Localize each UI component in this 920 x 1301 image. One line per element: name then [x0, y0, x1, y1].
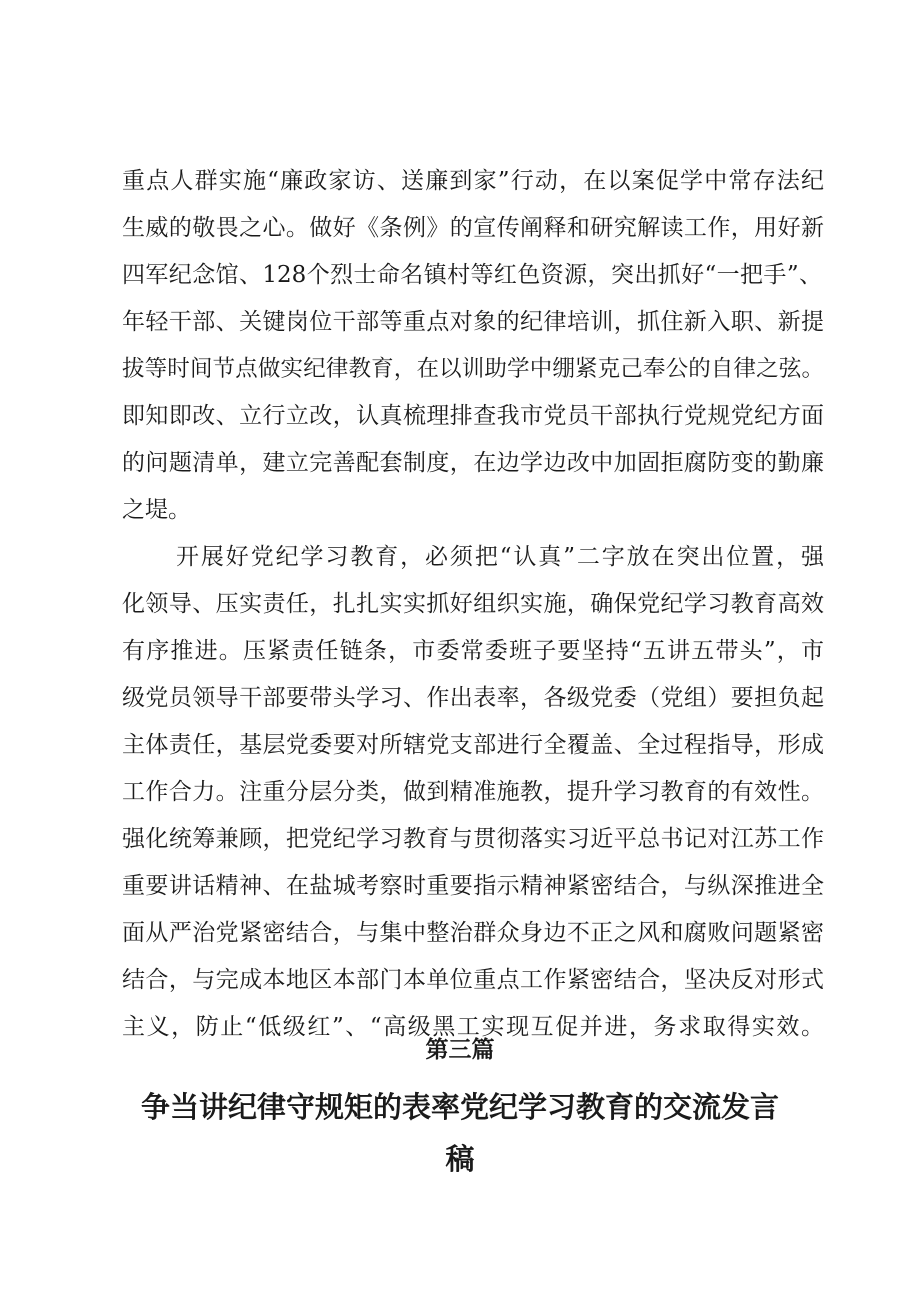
text-line: 年轻干部、关键岗位干部等重点对象的纪律培训，抓住新入职、新提	[122, 309, 824, 335]
text-line: 的问题清单，建立完善配套制度，在边学边改中加固拒腐防变的勤廉	[122, 450, 824, 476]
text-line: 开展好党纪学习教育，必须把“认真”二字放在突出位置，强	[176, 544, 824, 570]
article-heading-line-2: 稿	[445, 1142, 475, 1176]
text-line: 重要讲话精神、在盐城考察时重要指示精神紧密结合，与纵深推进全	[122, 873, 824, 899]
text-line: 重点人群实施“廉政家访、送廉到家”行动，在以案促学中常存法纪	[122, 168, 824, 194]
text-line: 有序推进。压紧责任链条，市委常委班子要坚持“五讲五带头”，市	[122, 638, 824, 664]
text-line: 结合，与完成本地区本部门本单位重点工作紧密结合，坚决反对形式	[122, 967, 824, 993]
text-line: 拔等时间节点做实纪律教育，在以训助学中绷紧克己奉公的自律之弦。	[122, 356, 824, 382]
text-line: 即知即改、立行立改，认真梳理排查我市党员干部执行党规党纪方面	[122, 403, 824, 429]
text-line: 强化统筹兼顾，把党纪学习教育与贯彻落实习近平总书记对江苏工作	[122, 826, 824, 852]
text-line: 生威的敬畏之心。做好《条例》的宣传阐释和研究解读工作，用好新	[122, 215, 824, 241]
text-line: 面从严治党紧密结合，与集中整治群众身边不正之风和腐败问题紧密	[122, 920, 824, 946]
text-line: 级党员领导干部要带头学习、作出表率，各级党委（党组）要担负起	[122, 685, 824, 711]
text-line: 工作合力。注重分层分类，做到精准施教，提升学习教育的有效性。	[122, 779, 824, 805]
text-line: 主体责任，基层党委要对所辖党支部进行全覆盖、全过程指导，形成	[122, 732, 824, 758]
section-label: 第三篇	[425, 1037, 495, 1063]
text-line: 主义，防止“低级红”、“高级黑工实现互促并进，务求取得实效。	[122, 1014, 824, 1040]
article-heading-line-1: 争当讲纪律守规矩的表率党纪学习教育的交流发言	[140, 1090, 779, 1124]
text-line: 之堤。	[122, 497, 191, 523]
text-line: 化领导、压实责任，扎扎实实抓好组织实施，确保党纪学习教育高效	[122, 591, 824, 617]
text-line: 四军纪念馆、128个烈士命名镇村等红色资源，突出抓好“一把手”、	[122, 262, 822, 288]
